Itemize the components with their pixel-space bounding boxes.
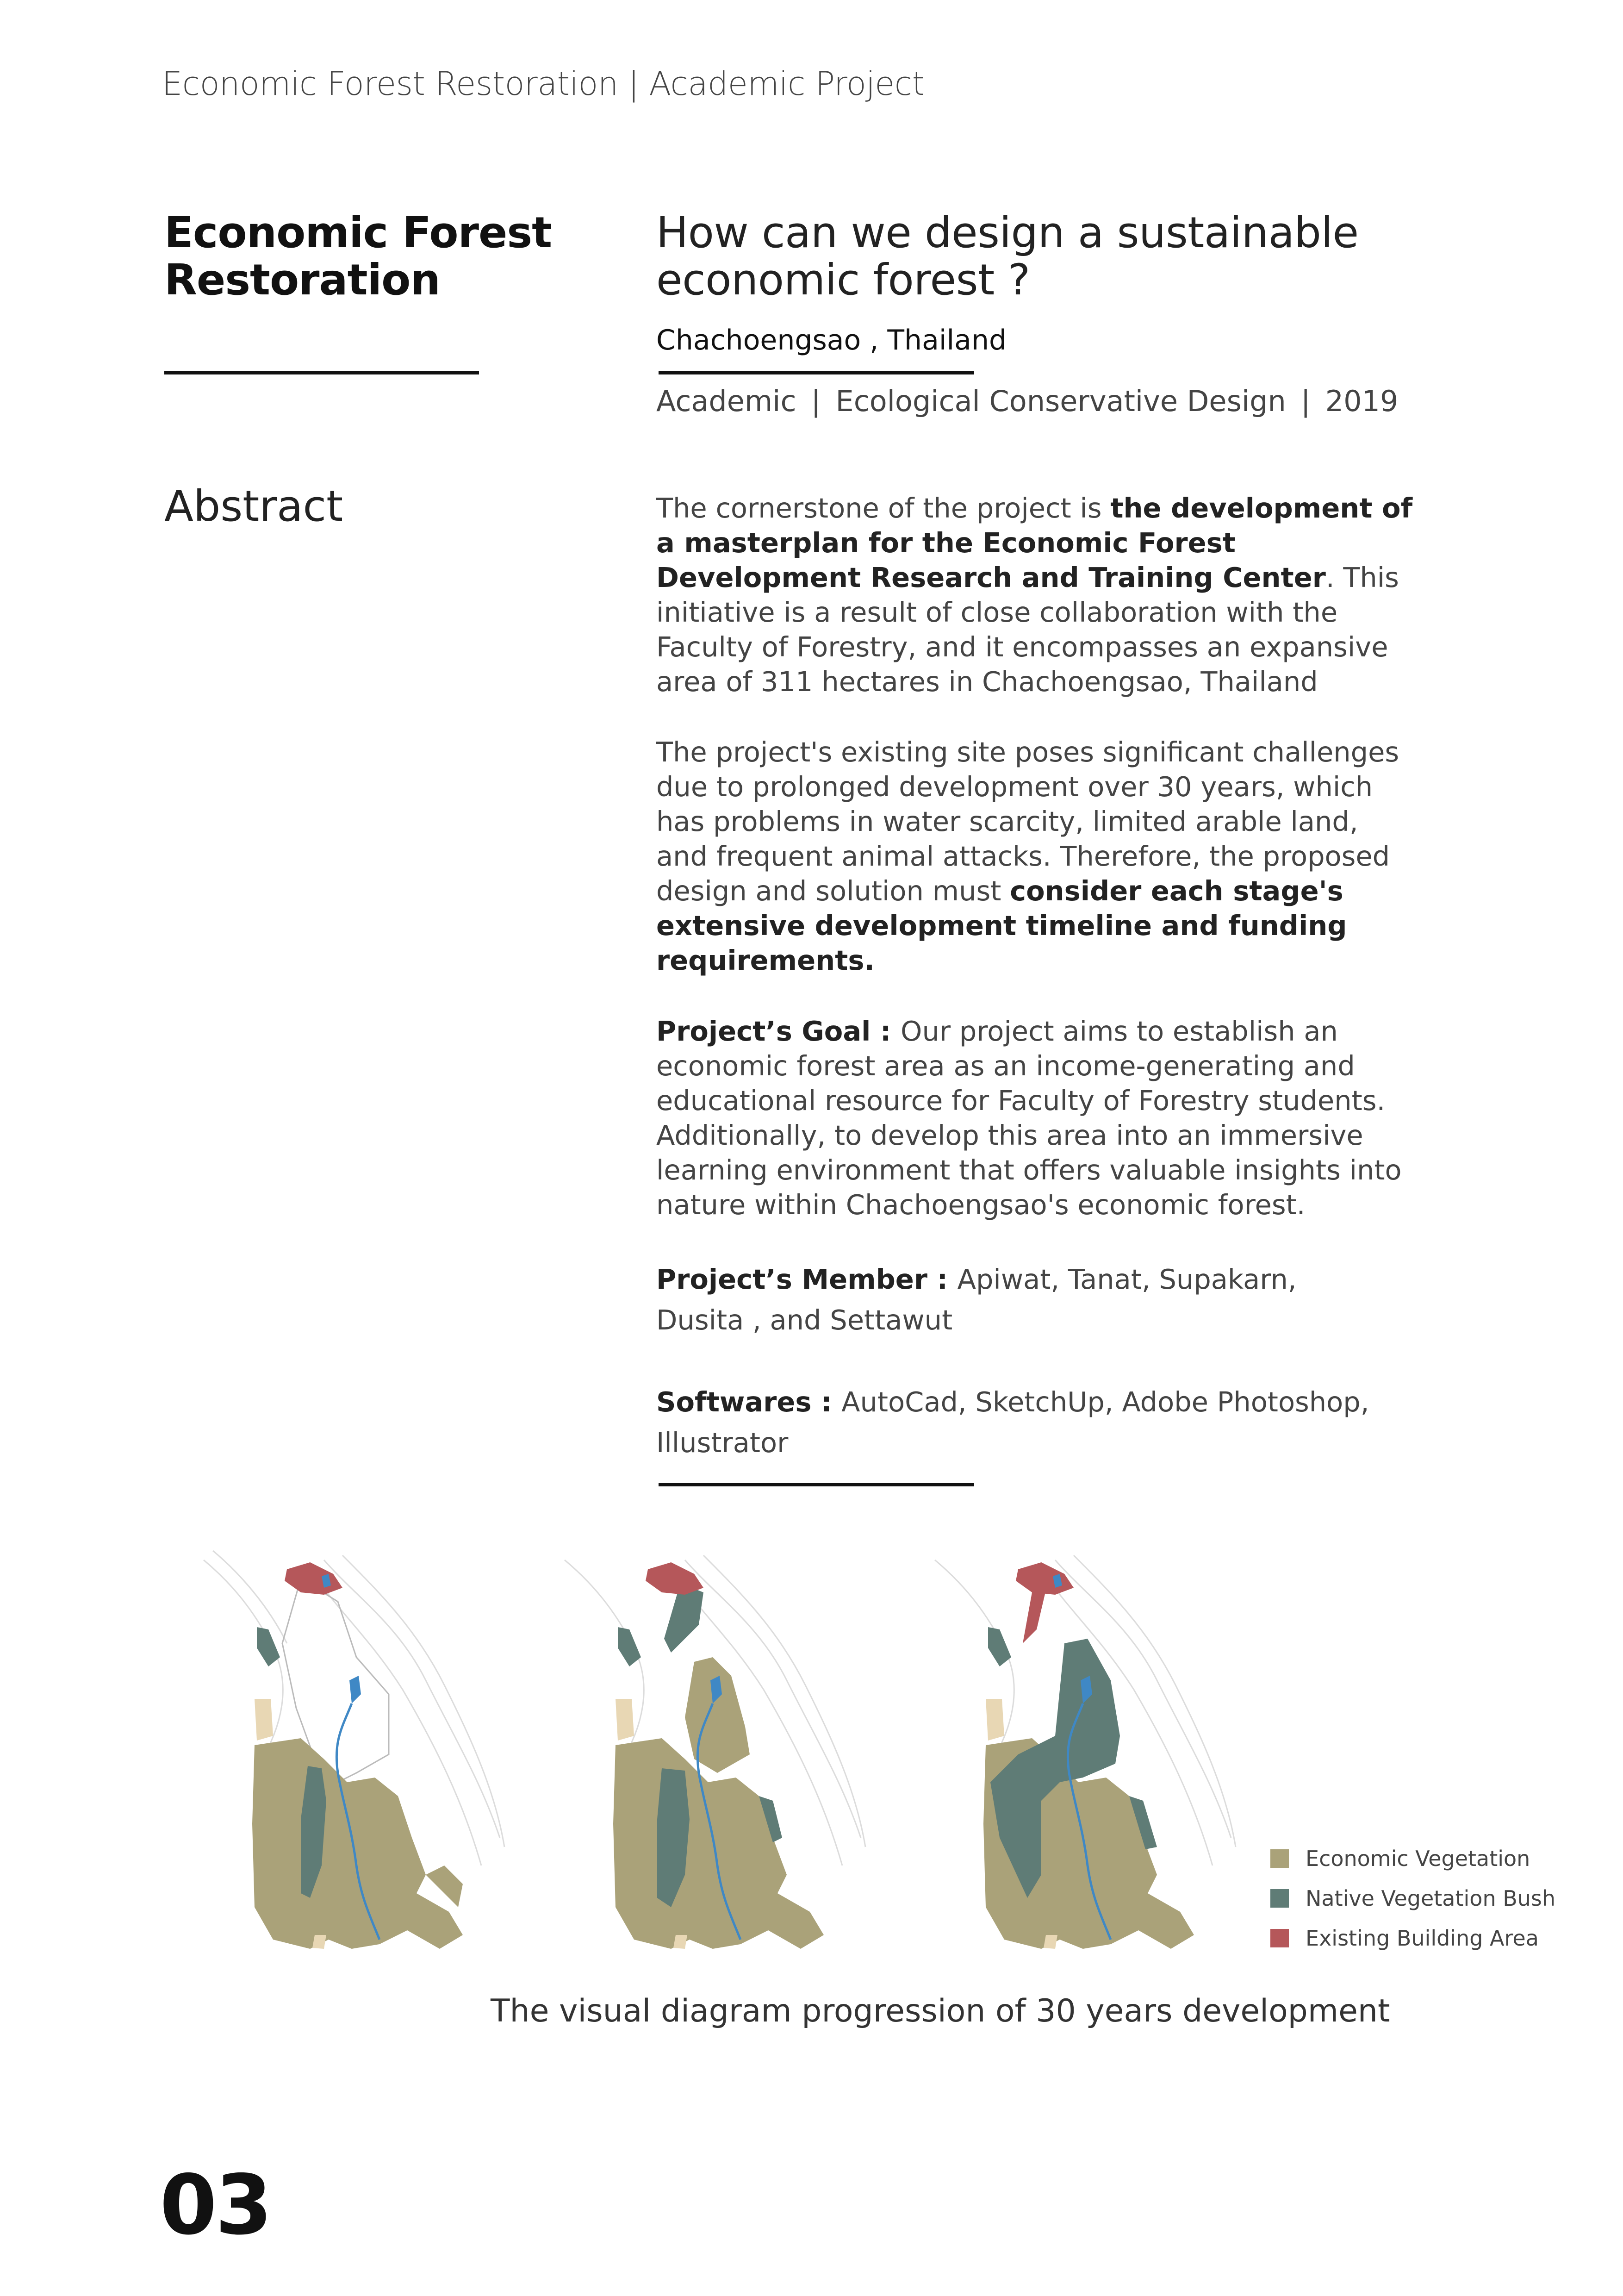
legend-swatch	[1270, 1849, 1289, 1868]
project-goal	[656, 1014, 1415, 1222]
p2-emphasis: consider each stage's extensive development timeline and funding requirements.	[656, 875, 1347, 976]
legend-swatch	[1270, 1889, 1289, 1908]
sand-zone	[673, 1935, 687, 1949]
software-divider	[659, 1483, 974, 1486]
member-separator: :	[927, 1263, 958, 1295]
location-divider	[659, 371, 974, 374]
existing-building-area	[285, 1562, 342, 1595]
economic-vegetation-zone	[252, 1738, 463, 1949]
project-meta	[656, 384, 1398, 418]
meta-separator: |	[811, 384, 821, 418]
water-pond	[349, 1676, 361, 1703]
site-map-phase-1	[204, 1541, 504, 1949]
project-softwares	[656, 1382, 1378, 1463]
map-legend	[1270, 1839, 1555, 1958]
sand-zone	[255, 1699, 273, 1741]
existing-building-area	[1023, 1590, 1046, 1643]
project-title-line1: Economic Forest	[164, 208, 552, 257]
p2-lead: The project's existing site poses significant challenges due to prolonged development over 30 years, which has problems in water scarcity, limited arable land, and frequent animal attacks. Therefore, the proposed design and solution must	[656, 736, 1399, 907]
legend-swatch	[1270, 1929, 1289, 1947]
p1-tail: . This initiative is a result of close collaboration with the Faculty of Forestry, and it encompasses an expansive area of 311 hectares in Chachoengsao, Thailand	[656, 562, 1399, 698]
software-label: Softwares	[656, 1386, 812, 1418]
existing-building-area	[1016, 1562, 1074, 1595]
sand-zone	[616, 1699, 634, 1741]
legend-label: Existing Building Area	[1306, 1926, 1539, 1951]
economic-vegetation-zone	[426, 1866, 463, 1907]
sand-zone	[1044, 1935, 1057, 1949]
project-members	[656, 1259, 1378, 1341]
site-map-phase-2	[565, 1541, 865, 1949]
software-text: AutoCad, SketchUp, Adobe Photoshop, Illustrator	[656, 1386, 1369, 1459]
site-map-phase-3	[935, 1541, 1236, 1949]
legend-item-economic-vegetation	[1270, 1839, 1555, 1878]
p1-emphasis: the development of a masterplan for the Economic Forest Development Research and Training Center	[656, 492, 1413, 593]
meta-field: Ecological Conservative Design	[835, 384, 1286, 418]
native-vegetation-patch	[988, 1627, 1011, 1666]
meta-type: Academic	[656, 384, 796, 418]
project-title	[164, 209, 581, 304]
project-question-line1: How can we design a sustainable	[656, 208, 1359, 257]
diagram-caption: The visual diagram progression of 30 years development	[491, 1993, 1390, 2029]
page-number: 03	[160, 2157, 271, 2253]
software-separator: :	[811, 1386, 842, 1418]
goal-separator: :	[871, 1015, 901, 1047]
abstract-paragraph-1	[656, 491, 1415, 699]
legend-label: Economic Vegetation	[1306, 1846, 1530, 1871]
p1-lead: The cornerstone of the project is	[656, 492, 1111, 524]
member-text: Apiwat, Tanat, Supakarn, Dusita , and Settawut	[656, 1263, 1297, 1336]
title-divider	[164, 371, 479, 374]
project-title-line2: Restoration	[164, 255, 440, 305]
member-label: Project’s Member	[656, 1263, 927, 1295]
abstract-paragraph-2	[656, 735, 1415, 978]
project-location: Chachoengsao , Thailand	[656, 324, 1007, 356]
sand-zone	[312, 1935, 326, 1949]
legend-item-native-vegetation	[1270, 1878, 1555, 1918]
goal-text: Our project aims to establish an economic forest area as an income-generating and educational resource for Faculty of Forestry students. Additionally, to develop this area into an immersive learning environment that offers valuable insights into nature within Chachoengsao's economic forest.	[656, 1015, 1402, 1221]
native-vegetation-patch	[618, 1627, 641, 1666]
sand-zone	[986, 1699, 1004, 1741]
existing-building-area	[646, 1562, 703, 1595]
running-header: Economic Forest Restoration | Academic Project	[162, 65, 925, 103]
meta-separator: |	[1300, 384, 1311, 418]
abstract-heading: Abstract	[164, 481, 343, 531]
legend-label: Native Vegetation Bush	[1306, 1886, 1556, 1911]
meta-year: 2019	[1325, 384, 1399, 418]
goal-label: Project’s Goal	[656, 1015, 871, 1047]
project-question	[656, 209, 1536, 304]
legend-item-existing-building	[1270, 1918, 1555, 1958]
project-question-line2: economic forest ?	[656, 255, 1030, 305]
native-vegetation-patch	[257, 1627, 280, 1666]
economic-vegetation-zone	[685, 1657, 750, 1773]
